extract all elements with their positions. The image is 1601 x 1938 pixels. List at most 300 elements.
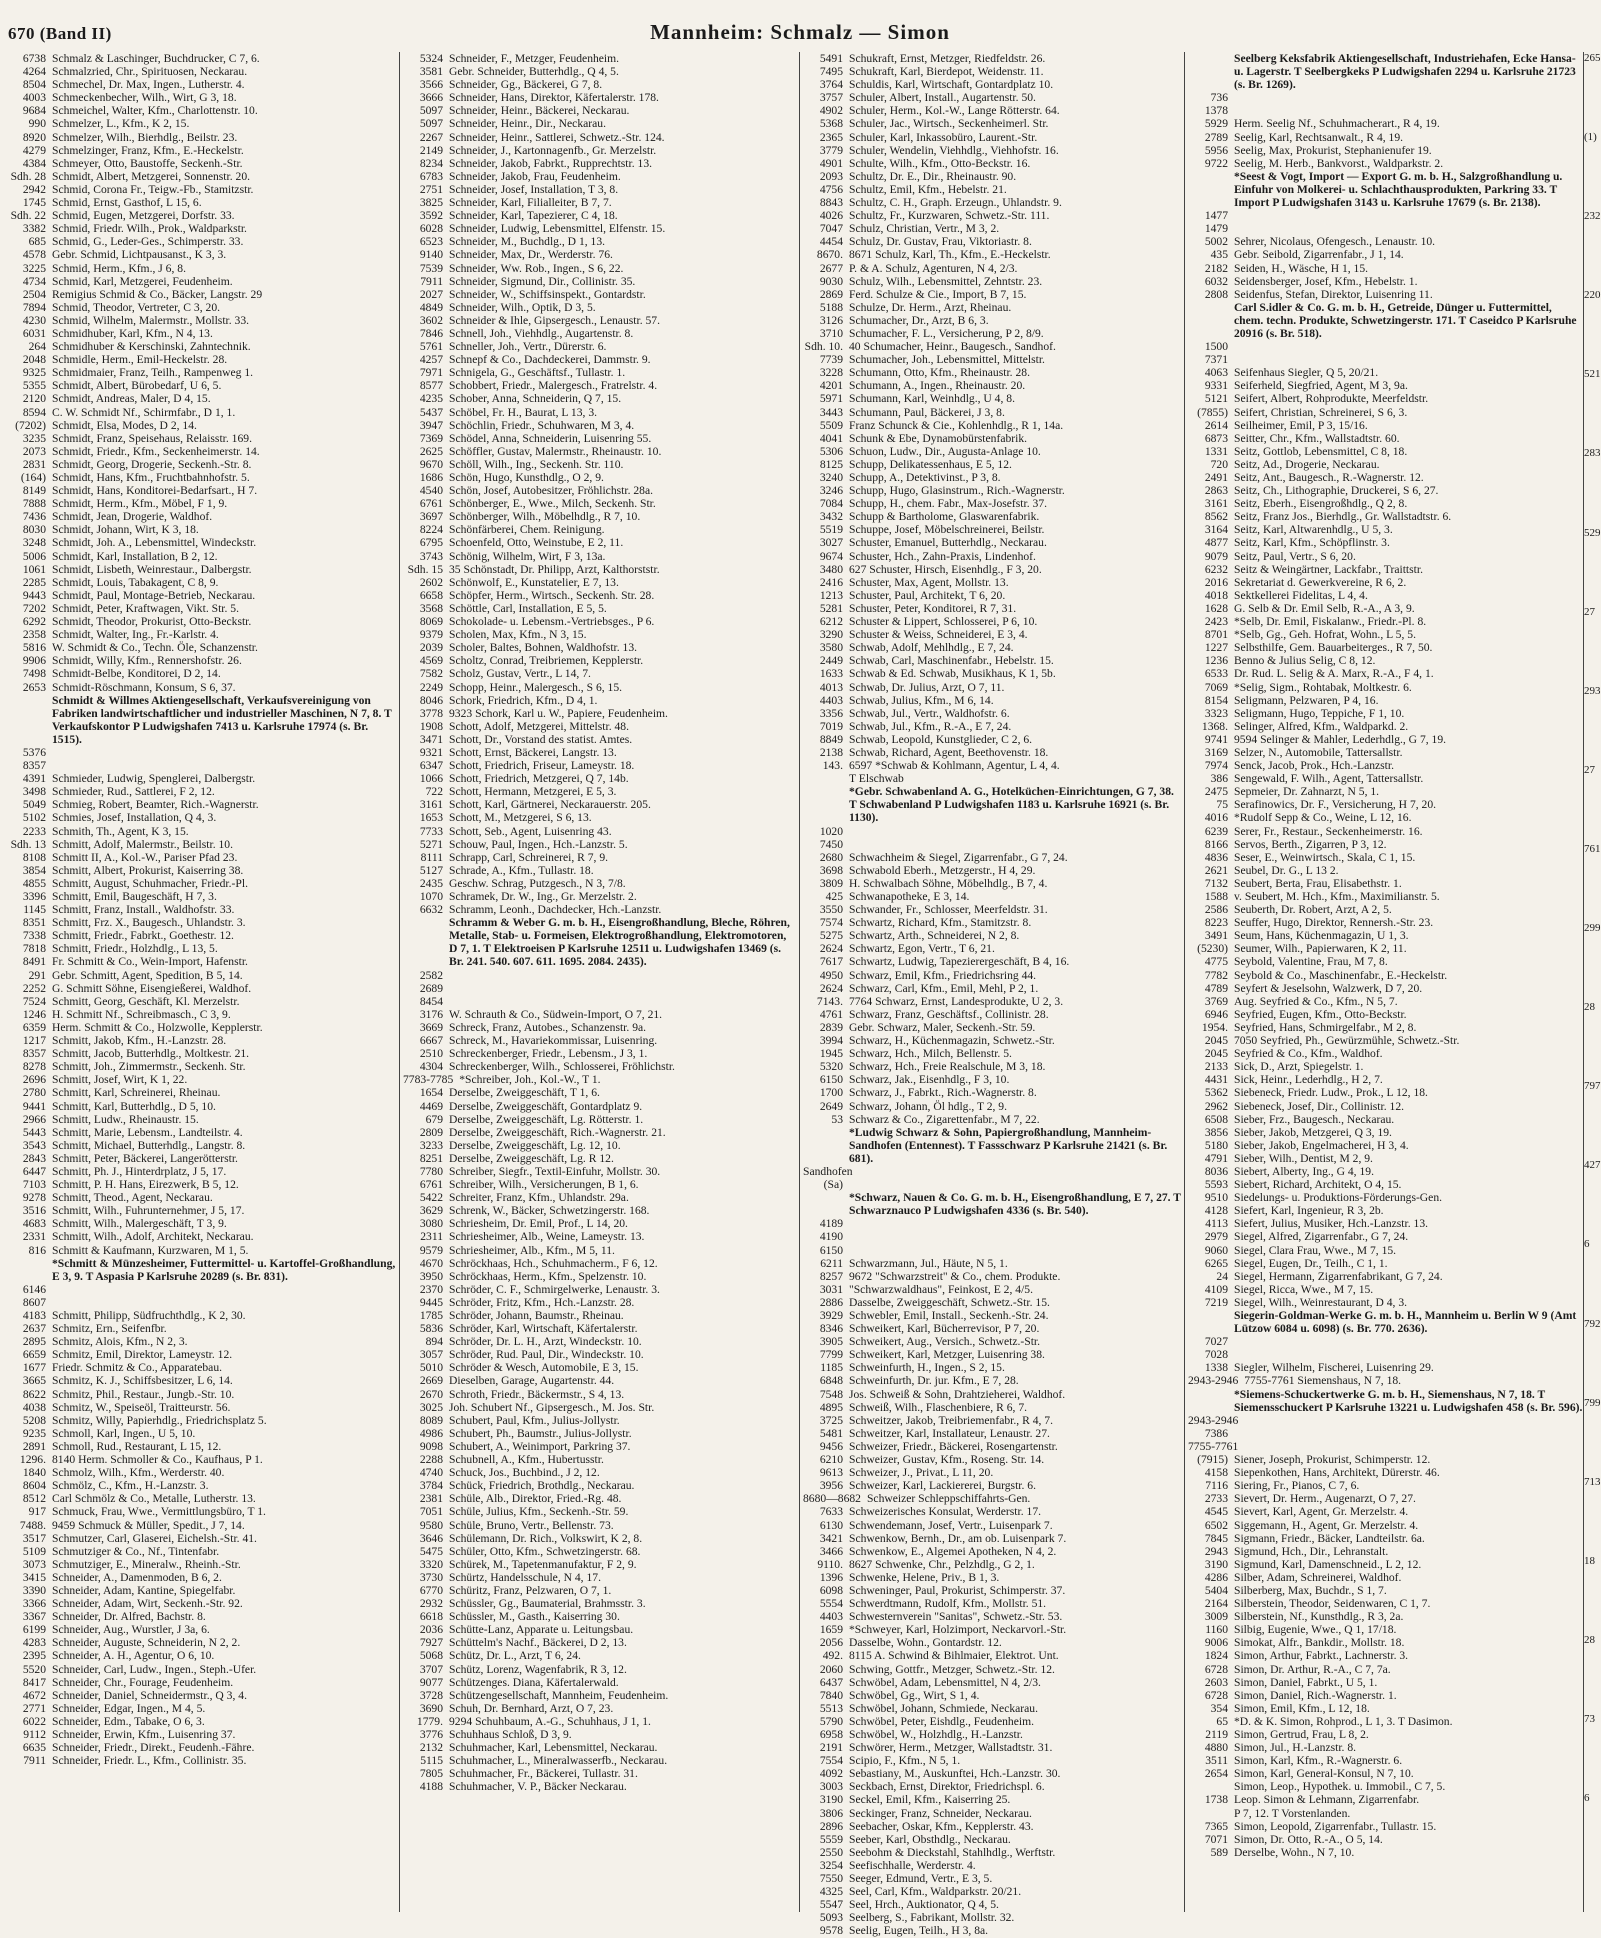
directory-entry <box>403 1139 796 1152</box>
phone-number: 1653 <box>419 811 443 825</box>
entry-text: Gebr. Schmitt, Agent, Spedition, B 5, 14. <box>52 968 243 982</box>
phone-number: 4183 <box>22 1309 46 1322</box>
entry-text: Siener, Joseph, Prokurist, Schimperstr. 12. <box>1234 1453 1431 1467</box>
phone-number: 4986 <box>419 1426 443 1440</box>
entry-text: Schmitt II, A., Kol.-W., Pariser Pfad 23. <box>52 850 238 864</box>
directory-entry <box>6 1178 396 1191</box>
entry-text: Schultz, C. H., Graph. Erzeugn., Uhlandstr. 9. <box>849 196 1062 210</box>
phone-number: 2491 <box>1204 471 1228 484</box>
entry-text: Sepmeier, Dr. Zahnarzt, N 5, 1. <box>1234 785 1380 799</box>
directory-entry <box>1188 91 1583 104</box>
entry-text: Schück, Friedrich, Brothdlg., Neckarau. <box>449 1479 635 1493</box>
directory-entry <box>803 1257 1183 1270</box>
directory-entry <box>6 785 396 798</box>
directory-entry <box>803 1623 1183 1636</box>
entry-text: Schödel, Anna, Schneiderin, Luisenring 55. <box>449 431 652 445</box>
phone-number: 1213 <box>819 588 843 602</box>
directory-entry <box>803 117 1183 130</box>
directory-entry <box>403 1466 796 1479</box>
phone-number: 8512 <box>22 1492 46 1506</box>
phone-number: 5491 <box>819 52 843 65</box>
phone-number: 6022 <box>22 1714 46 1728</box>
phone-number: 2895 <box>22 1335 46 1349</box>
running-title: Mannheim: Schmalz — Simon <box>650 20 950 44</box>
gutter-fragment: 73 <box>1584 1712 1595 1725</box>
phone-number: 4190 <box>819 1230 843 1244</box>
phone-number: 6658 <box>419 588 443 602</box>
entry-text: Schwarz, H., Küchenmagazin, Schwetz.-Str. <box>849 1034 1055 1048</box>
phone-number: 3764 <box>819 78 843 92</box>
entry-text: Sehrer, Nicolaus, Ofengesch., Lenaustr. 10. <box>1234 235 1436 249</box>
phone-number: 8504 <box>22 78 46 92</box>
entry-text: Schürek, M., Tapetenmanufaktur, F 2, 9. <box>449 1557 637 1571</box>
entry-text: Serer, Fr., Restaur., Seckenheimerstr. 16. <box>1234 824 1423 838</box>
entry-text: Schmitt, Franz, Install., Waldhofstr. 33. <box>52 903 235 917</box>
directory-entry <box>803 615 1183 628</box>
entry-text: Schreiber, Siegfr., Textil-Einfuhr, Mollstr. 30. <box>449 1164 661 1178</box>
phone-number: 2962 <box>1204 1099 1228 1113</box>
directory-entry <box>403 301 796 314</box>
entry-text: C. W. Schmidt Nf., Schirmfabr., D 1, 1. <box>52 405 236 419</box>
entry-text: Schramek, Dr. W., Ing., Gr. Merzelstr. 2. <box>449 890 637 903</box>
directory-entry <box>6 589 396 602</box>
phone-number: 7780 <box>419 1164 443 1178</box>
directory-entry <box>403 1610 796 1623</box>
entry-text: Schneider, W., Schiffsinspekt., Gontardstr. <box>449 287 646 301</box>
directory-entry <box>803 1296 1183 1309</box>
phone-number: 2449 <box>819 654 843 668</box>
phone-number: 6770 <box>419 1583 443 1597</box>
entry-text: Schmitt, Philipp, Südfruchthdlg., K 2, 30. <box>52 1309 246 1322</box>
entry-text: Schüle, Julius, Kfm., Seckenh.-Str. 59. <box>449 1505 629 1519</box>
phone-number: 264 <box>28 340 46 354</box>
entry-text: Schwenke, Helene, Priv., B 1, 3. <box>849 1570 1000 1584</box>
directory-entry <box>1188 720 1583 733</box>
directory-entry <box>803 1348 1183 1361</box>
entry-text: Schmidt, Hans, Kfm., Fruchtbahnhofstr. 5. <box>52 471 250 484</box>
entry-text: Schmidle, Herm., Emil-Heckelstr. 28. <box>52 353 228 367</box>
directory-entry <box>1188 1584 1583 1597</box>
phone-number: 1779. <box>416 1714 443 1728</box>
entry-text: Schweikert, Karl, Bücherrevisor, P 7, 20. <box>849 1322 1040 1336</box>
phone-number: 3164 <box>1204 523 1228 537</box>
directory-entry <box>6 1139 396 1152</box>
entry-text: Schwöbel, Johann, Schmiede, Neckarau. <box>849 1701 1038 1715</box>
directory-entry <box>1188 759 1583 772</box>
entry-text: Schütte-Lanz, Apparate u. Leitungsbau. <box>449 1623 634 1637</box>
directory-entry <box>403 248 796 261</box>
phone-number: 1588 <box>1204 890 1228 903</box>
entry-text: Herm. Seelig Nf., Schuhmacherart., R 4, 19. <box>1234 117 1440 131</box>
directory-entry <box>803 1728 1183 1741</box>
directory-entry <box>6 838 396 851</box>
entry-text: Seligmann, Hugo, Teppiche, F 1, 10. <box>1234 706 1405 720</box>
directory-entry <box>403 903 796 916</box>
phone-number: 4540 <box>419 484 443 498</box>
phone-number: 6761 <box>419 497 443 511</box>
phone-number: 7845 <box>1204 1531 1228 1545</box>
phone-number: 9112 <box>23 1728 46 1741</box>
entry-text: Schwartz, Egon, Vertr., T 6, 21. <box>849 942 995 956</box>
phone-number: 4672 <box>22 1688 46 1702</box>
phone-number: 2138 <box>819 745 843 759</box>
phone-number: 4230 <box>22 313 46 327</box>
entry-text: Schmitt, Joh., Zimmermstr., Seckenh. Str. <box>52 1060 246 1074</box>
phone-number: 5320 <box>819 1060 843 1074</box>
directory-entry <box>803 1060 1183 1073</box>
phone-number: 2288 <box>419 1453 443 1467</box>
phone-number: 3190 <box>1204 1557 1228 1571</box>
phone-number: 9613 <box>819 1466 843 1480</box>
phone-number: 736 <box>1210 91 1228 105</box>
directory-entry <box>803 955 1183 968</box>
directory-entry <box>803 209 1183 222</box>
entry-text: Schmid, Ernst, Gasthof, L 15, 6. <box>52 196 202 210</box>
phone-number: 5180 <box>1204 1138 1228 1152</box>
entry-text: Silberstein, Theodor, Seidenwaren, C 1, 7. <box>1234 1597 1431 1611</box>
entry-text: Schmitt, Wilh., Fuhrunternehmer, J 5, 17. <box>52 1204 245 1218</box>
directory-entry <box>6 1414 396 1427</box>
phone-number: 9060 <box>1204 1243 1228 1257</box>
entry-text: Schöll, Wilh., Ing., Seckenh. Str. 110. <box>449 457 624 471</box>
directory-entry <box>1188 288 1583 301</box>
directory-entry <box>403 1623 796 1636</box>
phone-number: 2966 <box>22 1112 46 1126</box>
entry-text: Schmidt, Georg, Drogerie, Seckenh.-Str. 8. <box>52 457 252 471</box>
directory-entry <box>803 890 1183 903</box>
directory-entry <box>403 1257 796 1270</box>
entry-text: Schneider, Heinr., Dir., Neckarau. <box>449 117 606 131</box>
entry-text: Schöpfer, Herm., Wirtsch., Seckenh. Str. 28. <box>449 588 655 602</box>
entry-text: Seyfried, Hans, Schmirgelfabr., M 2, 8. <box>1234 1020 1417 1034</box>
phone-number: 7028 <box>1204 1348 1228 1362</box>
directory-entry <box>1188 1060 1583 1073</box>
phone-number: 4836 <box>1204 850 1228 864</box>
entry-text: Seelig, Eugen, Teilh., H 3, 8a. <box>849 1924 989 1938</box>
phone-number: 3356 <box>819 706 843 720</box>
directory-entry <box>6 1388 396 1401</box>
entry-text: Schupp, H., chem. Fabr., Max-Josefstr. 37. <box>849 497 1048 511</box>
gutter-fragment: 28 <box>1584 1633 1595 1646</box>
entry-text: Siegel, Ricca, Wwe., M 7, 15. <box>1234 1282 1374 1296</box>
phone-number: 6738 <box>22 52 46 65</box>
entry-text: Schmuck, Frau, Wwe., Vermittlungsbüro, T 1. <box>52 1505 266 1519</box>
directory-entry <box>6 1610 396 1623</box>
phone-number: 1066 <box>419 772 443 786</box>
entry-text: Seilheimer, Emil, P 3, 15/16. <box>1234 418 1368 432</box>
phone-number: 425 <box>825 890 843 903</box>
directory-entry <box>1188 1676 1583 1689</box>
entry-text: Schmolz, Wilh., Kfm., Werderstr. 40. <box>52 1466 225 1480</box>
phone-number: 2943-2946 <box>1188 1374 1239 1388</box>
phone-number: 8607 <box>22 1295 46 1309</box>
phone-number: 3730 <box>419 1570 443 1584</box>
entry-text: Schmidt, Albert, Metzgerei, Sonnenstr. 20. <box>52 169 251 183</box>
directory-entry <box>1188 1807 1583 1820</box>
entry-text: W. Schrauth & Co., Südwein-Import, O 7, 21. <box>449 1007 663 1021</box>
entry-text: Schmidt, Walter, Ing., Fr.-Karlstr. 4. <box>52 628 219 642</box>
directory-entry <box>6 458 396 471</box>
phone-number: 2182 <box>1204 261 1228 275</box>
directory-entry <box>1188 825 1583 838</box>
phone-number: 7051 <box>419 1505 443 1519</box>
directory-entry <box>403 1152 796 1165</box>
phone-number: 1745 <box>22 196 46 210</box>
directory-entry <box>1188 1505 1583 1518</box>
phone-number: 8125 <box>819 457 843 471</box>
entry-text: Schupp, A., Detektivinst., P 3, 8. <box>849 471 1001 484</box>
entry-text: Seifert, Albert, Rohprodukte, Meerfeldstr. <box>1234 392 1429 406</box>
directory-entry <box>6 510 396 523</box>
phone-number: 1070 <box>419 890 443 903</box>
entry-text: Schwing, Gottfr., Metzger, Schwetz.-Str. 12. <box>849 1662 1055 1676</box>
directory-entry <box>1188 262 1583 275</box>
directory-entry <box>403 235 796 248</box>
directory-entry <box>1188 1532 1583 1545</box>
entry-text: Schmalzried, Chr., Spirituosen, Neckarau. <box>52 65 248 79</box>
entry-text: Simon, Daniel, Rich.-Wagnerstr. 1. <box>1234 1688 1397 1702</box>
entry-text: *Ludwig Schwarz & Sohn, Papiergroßhandlung, Mannheim-Sandhofen (Entennest). T Fassschwarz P Karlsruhe 21421 (s. Br. 681). <box>849 1125 1168 1165</box>
directory-entry <box>403 654 796 667</box>
directory-entry <box>803 1545 1183 1558</box>
directory-entry <box>6 1466 396 1479</box>
directory-entry <box>1188 1715 1583 1728</box>
directory-entry <box>1188 1636 1583 1649</box>
entry-text: Schweninger, Paul, Prokurist, Schimperstr. 37. <box>849 1583 1066 1597</box>
phone-number: 3169 <box>1204 745 1228 759</box>
entry-text: Gebr. Schneider, Butterhdlg., Q 4, 5. <box>449 65 619 79</box>
gutter-fragment: 799 <box>1584 1396 1601 1409</box>
directory-entry <box>803 157 1183 170</box>
entry-text: Schork, Friedrich, Kfm., D 4, 1. <box>449 693 598 707</box>
directory-entry <box>6 1008 396 1021</box>
phone-number: 7498 <box>22 667 46 681</box>
directory-entry <box>403 1728 796 1741</box>
directory-entry <box>1188 1492 1583 1505</box>
phone-number: 2932 <box>419 1597 443 1611</box>
entry-text: Schmitt, Marie, Lebensm., Landteilstr. 4. <box>52 1125 243 1139</box>
phone-number: 1686 <box>419 471 443 484</box>
directory-entry <box>803 1335 1183 1348</box>
directory-entry <box>803 1584 1183 1597</box>
entry-text: Schüle, Bruno, Vertr., Bellenstr. 73. <box>449 1518 614 1532</box>
directory-entry <box>6 877 396 890</box>
entry-text: Schobbert, Friedr., Malergesch., Fratrelstr. 4. <box>449 379 658 393</box>
entry-text: Schwenkow, Bernh., Dr., am ob. Luisenpark 7. <box>849 1531 1067 1545</box>
directory-entry <box>1188 1178 1583 1191</box>
directory-entry <box>1188 458 1583 471</box>
directory-entry <box>803 78 1183 91</box>
directory-entry <box>403 157 796 170</box>
directory-entry <box>1188 1833 1583 1846</box>
entry-text: Schmitz, Willy, Papierhdlg., Friedrichsplatz 5. <box>52 1413 267 1427</box>
phone-number: 2233 <box>22 824 46 838</box>
phone-number: 7338 <box>22 929 46 943</box>
phone-number: 1477 <box>1204 209 1228 223</box>
directory-entry <box>6 969 396 982</box>
phone-number: 4895 <box>819 1400 843 1414</box>
phone-number: 3757 <box>819 91 843 105</box>
directory-entry <box>803 589 1183 602</box>
phone-number: 5281 <box>819 601 843 615</box>
directory-entry <box>803 694 1183 707</box>
gutter-fragment: 232 <box>1584 210 1601 223</box>
phone-number: 6873 <box>1204 431 1228 445</box>
directory-entry <box>403 1702 796 1715</box>
phone-number: 4286 <box>1204 1570 1228 1584</box>
phone-number: 8251 <box>419 1151 443 1165</box>
entry-text: Schrenk, W., Bäcker, Schwetzingerstr. 168. <box>449 1204 650 1218</box>
entry-text: Simokat, Alfr., Bankdir., Mollstr. 18. <box>1234 1636 1405 1650</box>
entry-text: Schulte, Wilh., Kfm., Otto-Beckstr. 16. <box>849 156 1031 170</box>
directory-body <box>6 52 1594 1938</box>
entry-text: Schmelzer, L., Kfm., K 2, 15. <box>52 117 190 131</box>
phone-number: 2831 <box>22 457 46 471</box>
phone-number: 6502 <box>1204 1518 1228 1532</box>
entry-text: Schneider, Jakob, Fabrkt., Rupprechtstr. 13. <box>449 156 653 170</box>
entry-text: 40 Schumacher, Heinr., Baugesch., Sandhof. <box>849 340 1056 354</box>
phone-number: 9670 <box>419 457 443 471</box>
entry-text: Schneider, Karl, Filialleiter, B 7, 7. <box>449 196 612 210</box>
directory-entry <box>1188 1414 1583 1427</box>
entry-text: Servos, Berth., Zigarren, P 3, 12. <box>1234 837 1387 851</box>
directory-entry <box>403 550 796 563</box>
phone-number: 1338 <box>1204 1361 1228 1375</box>
entry-text: Schweitzer, Jakob, Treibriemenfabr., R 4, 7. <box>849 1413 1053 1427</box>
entry-text: Seelig, Max, Prokurist, Stephanienufer 19. <box>1234 143 1432 157</box>
directory-entry <box>1188 1597 1583 1610</box>
directory-entry <box>403 419 796 432</box>
directory-entry <box>803 432 1183 445</box>
directory-entry <box>6 262 396 275</box>
phone-number: 2624 <box>819 981 843 995</box>
directory-entry <box>1188 1126 1583 1139</box>
phone-number: 8030 <box>22 523 46 537</box>
phone-number: 9098 <box>419 1439 443 1453</box>
directory-entry <box>6 288 396 301</box>
phone-number: (164) <box>20 471 46 484</box>
entry-text: Schmelzer, Wilh., Bierhdlg., Beilstr. 23. <box>52 130 238 144</box>
entry-text: Derselbe, Zweiggeschäft, T 1, 6. <box>449 1086 600 1100</box>
phone-number: 2654 <box>1204 1767 1228 1781</box>
directory-entry <box>803 929 1183 942</box>
phone-number: 6667 <box>419 1034 443 1048</box>
directory-entry <box>6 1126 396 1139</box>
directory-entry <box>403 1244 796 1257</box>
directory-entry <box>803 1898 1183 1911</box>
directory-entry <box>1188 248 1583 261</box>
phone-number: 5002 <box>1204 235 1228 249</box>
phone-number: 2696 <box>22 1073 46 1087</box>
phone-number: 2285 <box>22 575 46 589</box>
directory-entry <box>403 1073 796 1086</box>
directory-entry <box>6 1571 396 1584</box>
directory-entry <box>803 1270 1183 1283</box>
entry-text: Schütz, Lorenz, Wagenfabrik, R 3, 12. <box>449 1662 627 1676</box>
entry-text: Simon, Leop., Hypothek. u. Immobil., C 7, 5. <box>1234 1780 1446 1794</box>
phone-number: 3950 <box>419 1269 443 1283</box>
phone-number: 7783-7785 <box>403 1073 454 1087</box>
phone-number: 4756 <box>819 182 843 196</box>
directory-entry <box>1188 1793 1583 1806</box>
directory-entry <box>1188 392 1583 405</box>
entry-text: Schmieg, Robert, Beamter, Rich.-Wagnerstr. <box>52 798 259 812</box>
phone-number: 4038 <box>22 1400 46 1414</box>
phone-number: Sdh. 10. <box>804 340 843 354</box>
directory-entry <box>403 969 796 982</box>
directory-entry <box>6 1689 396 1702</box>
directory-entry <box>1188 157 1583 170</box>
entry-text: Simon, Gertrud, Frau, L 8, 2. <box>1234 1728 1369 1741</box>
entry-text: Siegel, Wilh., Weinrestaurant, D 4, 3. <box>1234 1295 1408 1309</box>
phone-number: 1020 <box>819 824 843 838</box>
entry-text: 9323 Schork, Karl u. W., Papiere, Feudenheim. <box>449 706 668 720</box>
directory-entry <box>803 497 1183 510</box>
phone-number: 1700 <box>819 1086 843 1100</box>
directory-entry <box>803 1021 1183 1034</box>
directory-entry <box>403 759 796 772</box>
phone-number: 6659 <box>22 1348 46 1362</box>
directory-entry <box>6 1204 396 1217</box>
directory-entry <box>403 340 796 353</box>
phone-number: 3080 <box>419 1217 443 1231</box>
entry-text: Scholtz, Conrad, Treibriemen, Kepplerstr. <box>449 654 644 668</box>
entry-text: Schönberger, E., Wwe., Milch, Seckenh. Str. <box>449 497 656 511</box>
entry-text: Schmidt, Franz, Speisehaus, Relaisstr. 169. <box>52 431 252 445</box>
directory-entry <box>1188 1086 1583 1099</box>
entry-text: Carl S.idler & Co. G. m. b. H., Getreide, Dünger u. Futtermittel, chem. techn. Produkte, Schwetzingerstr. 171. T Caseidco P Karlsruhe 20916 (s. Br. 518). <box>1234 300 1577 340</box>
phone-number: 6239 <box>1204 824 1228 838</box>
directory-entry <box>403 982 796 995</box>
entry-text: Schwenkow, E., Algemei Apotheken, N 4, 2. <box>849 1544 1057 1558</box>
entry-text: Schwarz & Co., Zigarettenfabr., M 7, 22. <box>849 1112 1040 1126</box>
phone-number: 8357 <box>22 1047 46 1061</box>
entry-text: Schweinfurth, Dr. jur. Kfm., E 7, 28. <box>849 1374 1019 1388</box>
entry-text: Schuhmacher, L., Mineralwasserfb., Neckarau. <box>449 1754 668 1768</box>
entry-text: Schüttelm's Nachf., Bäckerei, D 2, 13. <box>449 1636 627 1650</box>
entry-text: Siepenkothen, Hans, Architekt, Dürerstr. 46. <box>1234 1466 1440 1480</box>
directory-entry <box>1188 170 1583 209</box>
directory-entry <box>1188 1152 1583 1165</box>
directory-entry <box>403 170 796 183</box>
directory-entry <box>1188 497 1583 510</box>
phone-number: 9079 <box>1204 549 1228 563</box>
entry-text: Schwab, Julius, Kfm., M 6, 14. <box>849 693 994 707</box>
phone-number: 7550 <box>819 1872 843 1886</box>
entry-text: Schneider, Josef, Installation, T 3, 8. <box>449 182 619 196</box>
entry-text: Schneider, Friedr. L., Kfm., Collinistr. 35. <box>52 1754 247 1768</box>
entry-text: G. Selb & Dr. Emil Selb, R.-A., A 3, 9. <box>1234 601 1415 615</box>
directory-entry <box>6 1230 396 1243</box>
phone-number: 2808 <box>1204 287 1228 301</box>
directory-entry <box>803 1034 1183 1047</box>
directory-entry <box>1188 222 1583 235</box>
entry-text: Schweikert, Aug., Versich., Schwetz.-Str. <box>849 1335 1041 1349</box>
phone-number: 3710 <box>819 326 843 340</box>
directory-entry <box>803 1244 1183 1257</box>
phone-number: 4257 <box>419 353 443 367</box>
entry-text: Schneider, Edgar, Ingen., M 4, 5. <box>52 1701 206 1715</box>
entry-text: Schott, Ernst, Bäckerei, Langstr. 13. <box>449 745 617 759</box>
directory-column-3 <box>803 52 1183 1938</box>
directory-entry <box>403 484 796 497</box>
phone-number: 3665 <box>22 1374 46 1388</box>
directory-entry <box>403 877 796 890</box>
entry-text: Schweizer, Friedr., Bäckerei, Rosengartenstr. <box>849 1439 1058 1453</box>
directory-entry <box>403 851 796 864</box>
entry-text: Schmidt, Joh. A., Lebensmittel, Windeckstr. <box>52 536 257 550</box>
entry-text: Schütz, Dr. L., Arzt, T 6, 24. <box>449 1649 581 1663</box>
